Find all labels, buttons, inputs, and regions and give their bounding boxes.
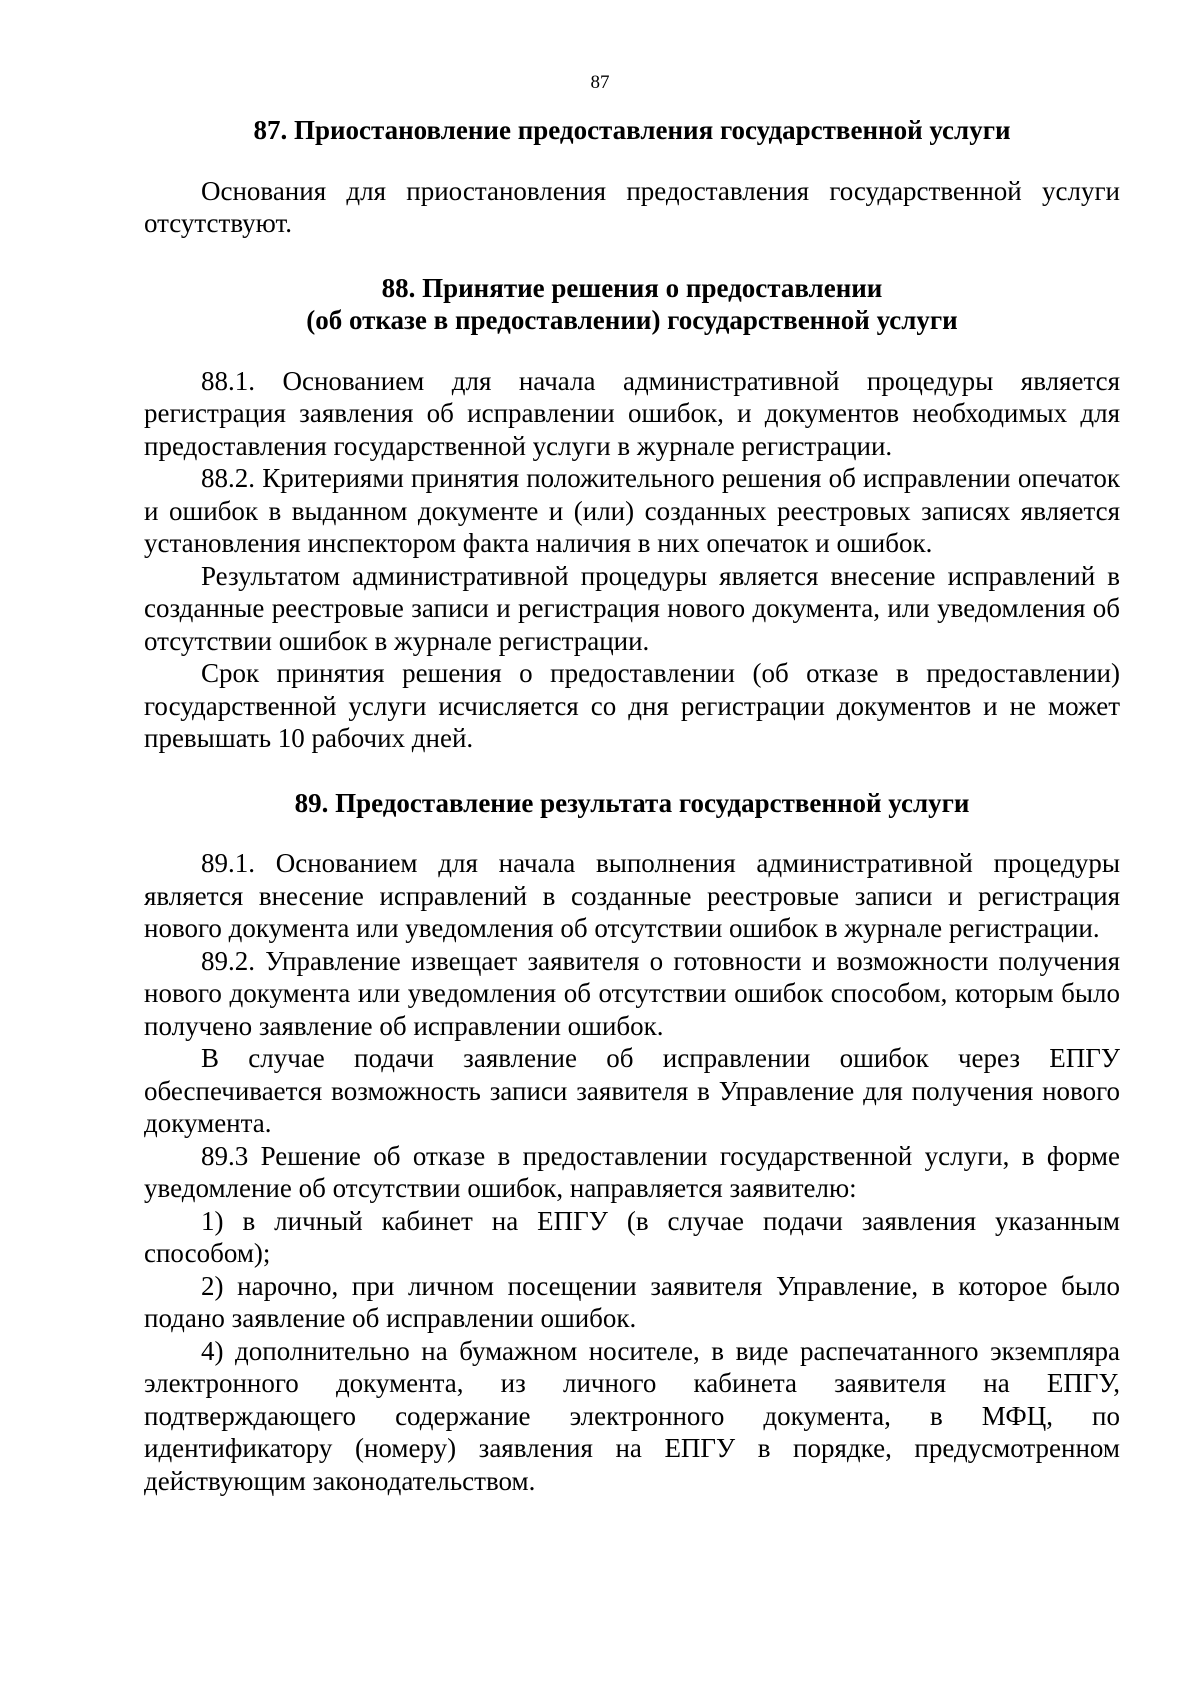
section-88 (144, 272, 1120, 755)
section-heading (144, 272, 1120, 337)
heading-line: 87. Приостановление предоставления государственной услуги (253, 115, 1011, 145)
paragraph: 89.2. Управление извещает заявителя о готовности и возможности получения нового документа или уведомления об отсутствии ошибок способом, которым было получено заявление об исправлении ошибок. (144, 945, 1120, 1041)
paragraph: 89.3 Решение об отказе в предоставлении государственной услуги, в форме уведомление об отсутствии ошибок, направляется заявителю: (144, 1140, 1120, 1203)
list-item: 1) в личный кабинет на ЕПГУ (в случае подачи заявления указанным способом); (144, 1205, 1120, 1268)
paragraph: 88.2. Критериями принятия положительного решения об исправлении опечаток и ошибок в выданном документе и (или) созданных реестровых записях является установления инспектором факта наличия в них опечаток и ошибок. (144, 463, 1120, 558)
page-number: 87 (590, 72, 610, 93)
heading-line: (об отказе в предоставлении) государственной услуги (306, 305, 958, 335)
section-87 (144, 114, 1120, 240)
section-heading (144, 114, 1120, 147)
paragraph: Основания для приостановления предоставления государственной услуги отсутствуют. (144, 175, 1120, 238)
section-89 (144, 787, 1120, 1498)
list-item: 2) нарочно, при личном посещении заявителя Управление, в которое было подано заявление об исправлении ошибок. (144, 1270, 1120, 1333)
document-body (144, 114, 1120, 1497)
paragraph: 89.1. Основанием для начала выполнения административной процедуры является внесение исправлений в созданные реестровые записи и регистрация нового документа или уведомления об отсутствии ошибок в журнале регистрации. (144, 848, 1120, 943)
paragraph: Срок принятия решения о предоставлении (об отказе в предоставлении) государственной услуги исчисляется со дня регистрации документов и не может превышать 10 рабочих дней. (144, 658, 1120, 753)
paragraph: В случае подачи заявление об исправлении ошибок через ЕПГУ обеспечивается возможность записи заявителя в Управление для получения нового документа. (144, 1043, 1120, 1138)
list-item: 4) дополнительно на бумажном носителе, в виде распечатанного экземпляра электронного документа, из личного кабинета заявителя на ЕПГУ, подтверждающего содержание электронного документа, в МФЦ, по идентификатору (номеру) заявления на ЕПГУ в порядке, предусмотренном действующим законодательством. (144, 1335, 1120, 1496)
heading-line: 88. Принятие решения о предоставлении (381, 272, 883, 303)
paragraph: Результатом административной процедуры является внесение исправлений в созданные реестровые записи и регистрация нового документа, или уведомления об отсутствии ошибок в журнале регистрации. (144, 560, 1120, 656)
paragraph: 88.1. Основанием для начала административной процедуры является регистрация заявления об исправлении ошибок, и документов необходимых для предоставления государственной услуги в журнале регистрации. (144, 365, 1120, 461)
heading-line: 89. Предоставление результата государственной услуги (294, 787, 970, 818)
section-heading (144, 787, 1120, 820)
